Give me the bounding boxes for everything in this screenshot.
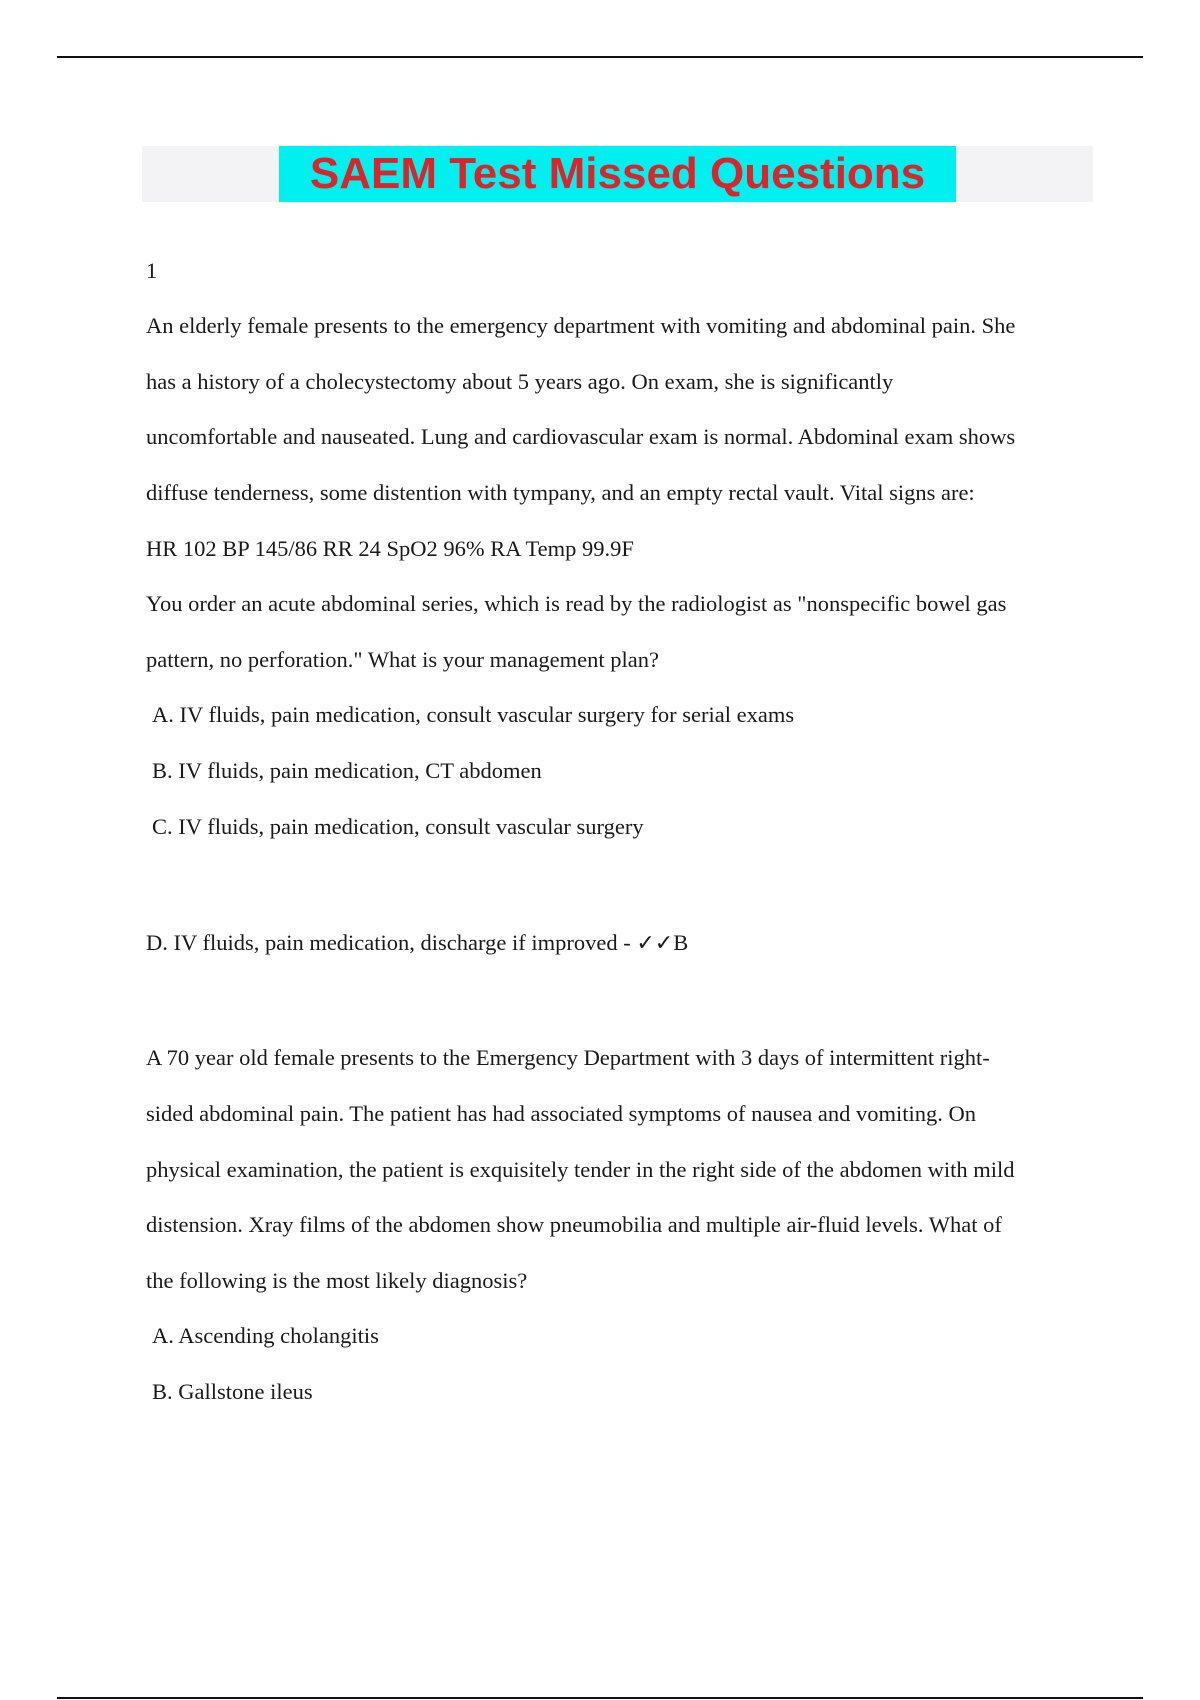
question-2-stem-line: the following is the most likely diagnosis? [146,1268,528,1293]
answer-check-icon: ✓✓ [636,931,674,956]
question-1-option-c: C. IV fluids, pain medication, consult vascular surgery [152,814,644,839]
document-title: SAEM Test Missed Questions [279,146,956,202]
question-1-stem-line: has a history of a cholecystectomy about 5 years ago. On exam, she is significantly [146,369,894,394]
question-1-answer: B [673,930,689,955]
question-1-option-b: B. IV fluids, pain medication, CT abdomen [152,758,542,783]
question-2-stem-line: A 70 year old female presents to the Emergency Department with 3 days of intermittent right- [146,1045,990,1070]
question-1-stem-line: An elderly female presents to the emergency department with vomiting and abdominal pain. She [146,313,1016,338]
question-1-option-d [146,928,688,959]
question-1-stem-line: You order an acute abdominal series, which is read by the radiologist as "nonspecific bowel gas [146,591,1007,616]
question-1-stem-line: uncomfortable and nauseated. Lung and cardiovascular exam is normal. Abdominal exam shows [146,424,1016,449]
question-2-option-b: B. Gallstone ileus [152,1379,313,1404]
question-2-stem-line: sided abdominal pain. The patient has had associated symptoms of nausea and vomiting. On [146,1101,977,1126]
question-1-stem-line: diffuse tenderness, some distention with tympany, and an empty rectal vault. Vital signs are: [146,480,975,505]
question-2-stem-line: distension. Xray films of the abdomen show pneumobilia and multiple air-fluid levels. What of [146,1212,1002,1237]
top-rule [57,56,1143,58]
question-2-stem-line: physical examination, the patient is exquisitely tender in the right side of the abdomen with mild [146,1157,1015,1182]
question-number: 1 [146,258,158,283]
question-1-stem-line: pattern, no perforation." What is your management plan? [146,647,659,672]
question-2-option-a: A. Ascending cholangitis [152,1323,379,1348]
bottom-rule [57,1697,1143,1699]
question-1-vitals: HR 102 BP 145/86 RR 24 SpO2 96% RA Temp 99.9F [146,536,634,561]
question-1-option-d-text: D. IV fluids, pain medication, discharge if improved - [146,930,637,955]
question-1-option-a: A. IV fluids, pain medication, consult vascular surgery for serial exams [152,702,795,727]
